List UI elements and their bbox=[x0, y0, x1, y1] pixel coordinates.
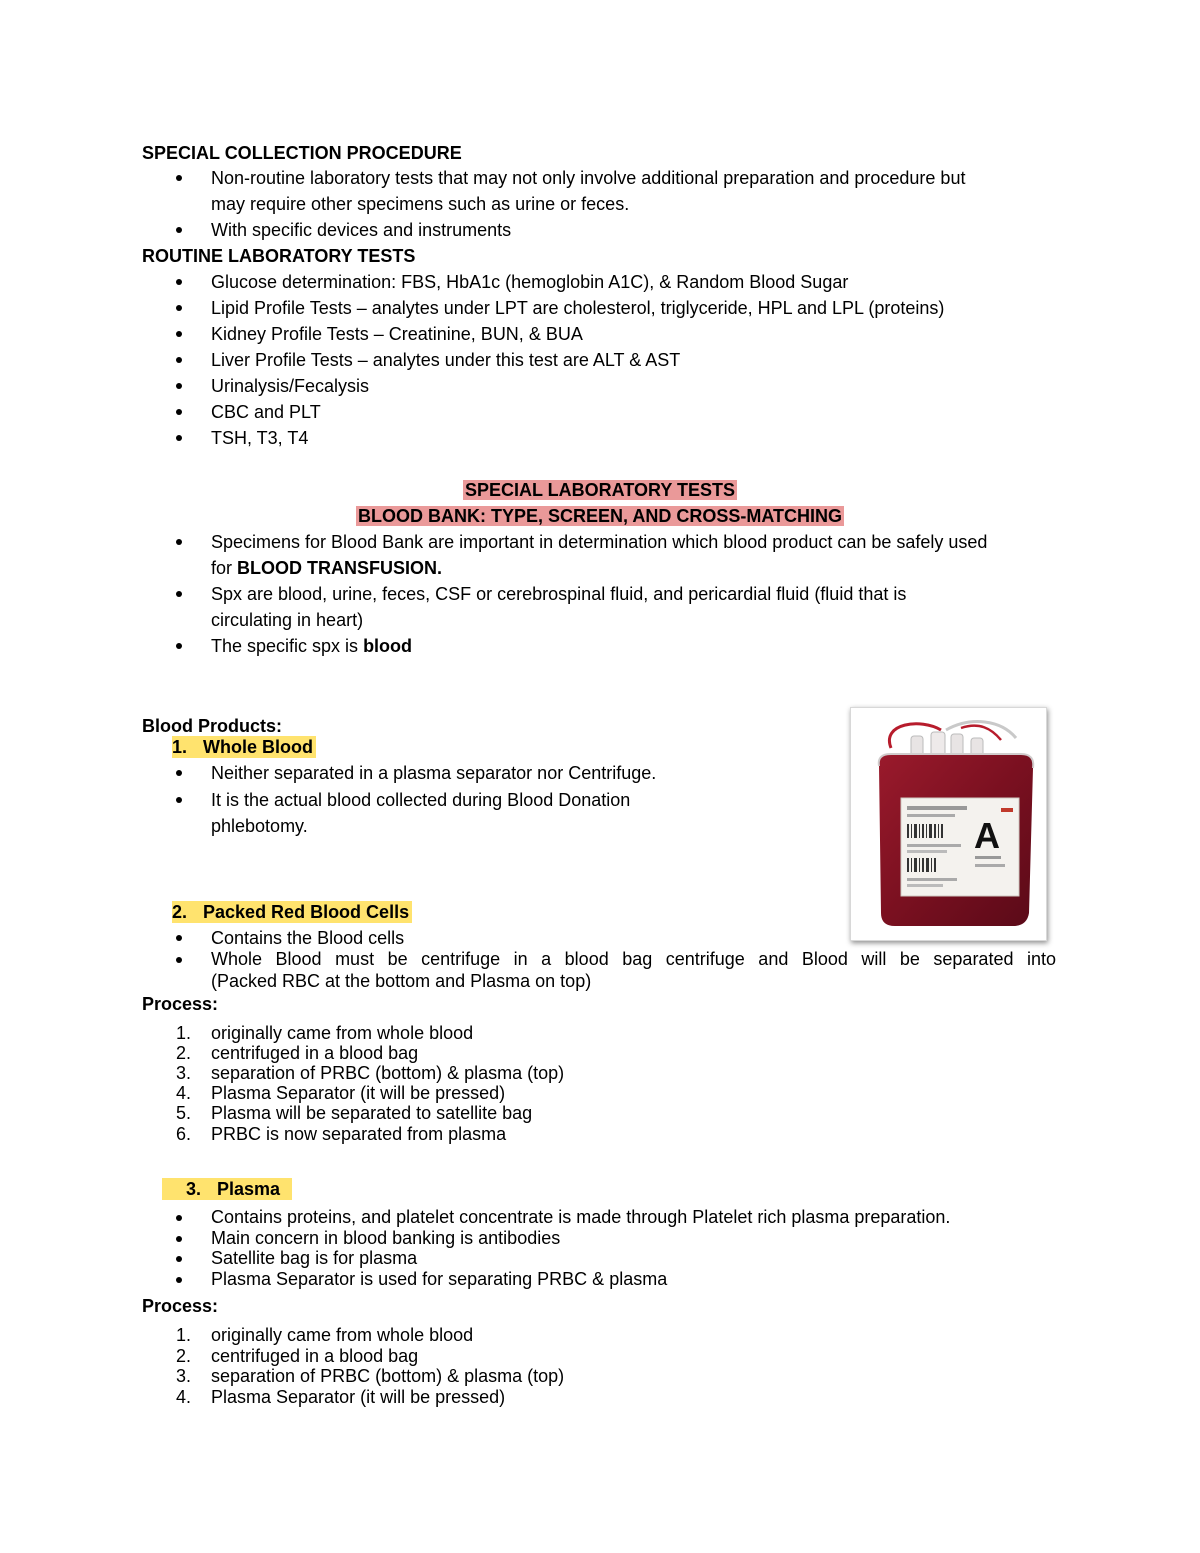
product-title: Plasma bbox=[217, 1179, 281, 1199]
centered-title-row bbox=[0, 505, 1200, 527]
section-title-blood-bank: BLOOD BANK: TYPE, SCREEN, AND CROSS-MATCHING bbox=[357, 506, 842, 526]
process-step: Plasma Separator (it will be pressed) bbox=[211, 1387, 506, 1407]
list-item-text-continued: circulating in heart) bbox=[211, 610, 364, 630]
list-item-text: Contains proteins, and platelet concentrate is made through Platelet rich plasma preparation. bbox=[211, 1207, 951, 1227]
section-heading-special-collection: SPECIAL COLLECTION PROCEDURE bbox=[142, 143, 462, 163]
step-number: 4. bbox=[176, 1387, 192, 1407]
list-item-text-continued: may require other specimens such as urine or feces. bbox=[211, 194, 630, 214]
list-item: Urinalysis/Fecalysis bbox=[211, 376, 370, 396]
bullet-icon bbox=[176, 357, 182, 363]
process-step: separation of PRBC (bottom) & plasma (top) bbox=[211, 1366, 565, 1386]
bullet-icon bbox=[176, 409, 182, 415]
process-label: Process: bbox=[142, 994, 219, 1014]
list-item-text-continued: (Packed RBC at the bottom and Plasma on top) bbox=[211, 971, 592, 991]
bullet-icon bbox=[176, 279, 182, 285]
bullet-icon bbox=[176, 1256, 182, 1262]
list-item-text: It is the actual blood collected during Blood Donation bbox=[211, 790, 631, 810]
product-heading-whole-blood bbox=[172, 736, 316, 758]
bullet-icon bbox=[176, 1277, 182, 1283]
step-number: 1. bbox=[176, 1325, 192, 1345]
bullet-icon bbox=[176, 227, 182, 233]
process-step: separation of PRBC (bottom) & plasma (top) bbox=[211, 1063, 565, 1083]
bullet-icon bbox=[176, 539, 182, 545]
product-heading-plasma bbox=[162, 1178, 292, 1200]
list-number: 1. bbox=[172, 737, 188, 757]
step-number: 4. bbox=[176, 1083, 192, 1103]
list-item: Liver Profile Tests – analytes under this test are ALT & AST bbox=[211, 350, 681, 370]
list-item-text: Spx are blood, urine, feces, CSF or cerebrospinal fluid, and pericardial fluid (fluid that is bbox=[211, 584, 907, 604]
blood-bag-photo bbox=[850, 707, 1047, 941]
bullet-icon bbox=[176, 383, 182, 389]
process-step: Plasma will be separated to satellite bag bbox=[211, 1103, 533, 1123]
list-item: Glucose determination: FBS, HbA1c (hemoglobin A1C), & Random Blood Sugar bbox=[211, 272, 849, 292]
list-item-text-continued: phlebotomy. bbox=[211, 816, 308, 836]
list-number: 3. bbox=[186, 1179, 202, 1199]
product-heading-packed-rbc bbox=[172, 901, 412, 923]
text-run: for bbox=[211, 558, 238, 578]
step-number: 6. bbox=[176, 1124, 192, 1144]
blood-type-letter: A bbox=[974, 815, 1000, 856]
process-step: centrifuged in a blood bag bbox=[211, 1346, 419, 1366]
list-item: TSH, T3, T4 bbox=[211, 428, 309, 448]
process-step: PRBC is now separated from plasma bbox=[211, 1124, 507, 1144]
list-item: Kidney Profile Tests – Creatinine, BUN, & BUA bbox=[211, 324, 583, 344]
list-item-text: Plasma Separator is used for separating PRBC & plasma bbox=[211, 1269, 668, 1289]
section-title-special-tests: SPECIAL LABORATORY TESTS bbox=[464, 480, 736, 500]
bullet-icon bbox=[176, 331, 182, 337]
process-step: Plasma Separator (it will be pressed) bbox=[211, 1083, 506, 1103]
list-item-text-continued bbox=[211, 557, 442, 579]
centered-title-row bbox=[0, 479, 1200, 501]
list-item-text: Satellite bag is for plasma bbox=[211, 1248, 418, 1268]
list-item-text: Contains the Blood cells bbox=[211, 928, 405, 948]
list-item-text: Neither separated in a plasma separator nor Centrifuge. bbox=[211, 763, 657, 783]
bullet-icon bbox=[176, 770, 182, 776]
list-item-text: With specific devices and instruments bbox=[211, 220, 512, 240]
product-title: Packed Red Blood Cells bbox=[203, 902, 410, 922]
process-step: originally came from whole blood bbox=[211, 1023, 474, 1043]
step-number: 3. bbox=[176, 1366, 192, 1386]
step-number: 3. bbox=[176, 1063, 192, 1083]
process-label: Process: bbox=[142, 1296, 219, 1316]
process-step: originally came from whole blood bbox=[211, 1325, 474, 1345]
step-number: 5. bbox=[176, 1103, 192, 1123]
list-number: 2. bbox=[172, 902, 188, 922]
emphasis-text: BLOOD TRANSFUSION. bbox=[237, 558, 443, 578]
text-run: The specific spx is bbox=[211, 636, 364, 656]
step-number: 2. bbox=[176, 1346, 192, 1366]
bullet-icon bbox=[176, 1215, 182, 1221]
list-item-text-justified: Whole Blood must be centrifuge in a blood bag centrifuge and Blood will be separated into bbox=[211, 949, 1056, 969]
bullet-icon bbox=[176, 1236, 182, 1242]
step-number: 2. bbox=[176, 1043, 192, 1063]
list-item-text: Main concern in blood banking is antibodies bbox=[211, 1228, 561, 1248]
product-title: Whole Blood bbox=[203, 737, 313, 757]
bullet-icon bbox=[176, 935, 182, 941]
list-item-text: Specimens for Blood Bank are important in determination which blood product can be safely used bbox=[211, 532, 988, 552]
bullet-icon bbox=[176, 305, 182, 311]
bullet-icon bbox=[176, 175, 182, 181]
bullet-icon bbox=[176, 957, 182, 963]
list-item: CBC and PLT bbox=[211, 402, 321, 422]
blood-bag-image bbox=[851, 708, 1046, 940]
emphasis-text: blood bbox=[363, 636, 413, 656]
section-heading-routine-tests: ROUTINE LABORATORY TESTS bbox=[142, 246, 416, 266]
process-step: centrifuged in a blood bag bbox=[211, 1043, 419, 1063]
list-item-text bbox=[211, 635, 412, 657]
step-number: 1. bbox=[176, 1023, 192, 1043]
section-heading-blood-products: Blood Products: bbox=[142, 716, 282, 736]
bullet-icon bbox=[176, 643, 182, 649]
list-item-text: Non-routine laboratory tests that may not only involve additional preparation and procedure but bbox=[211, 168, 966, 188]
bullet-icon bbox=[176, 797, 182, 803]
bullet-icon bbox=[176, 591, 182, 597]
list-item: Lipid Profile Tests – analytes under LPT are cholesterol, triglyceride, HPL and LPL (proteins) bbox=[211, 298, 945, 318]
bullet-icon bbox=[176, 435, 182, 441]
